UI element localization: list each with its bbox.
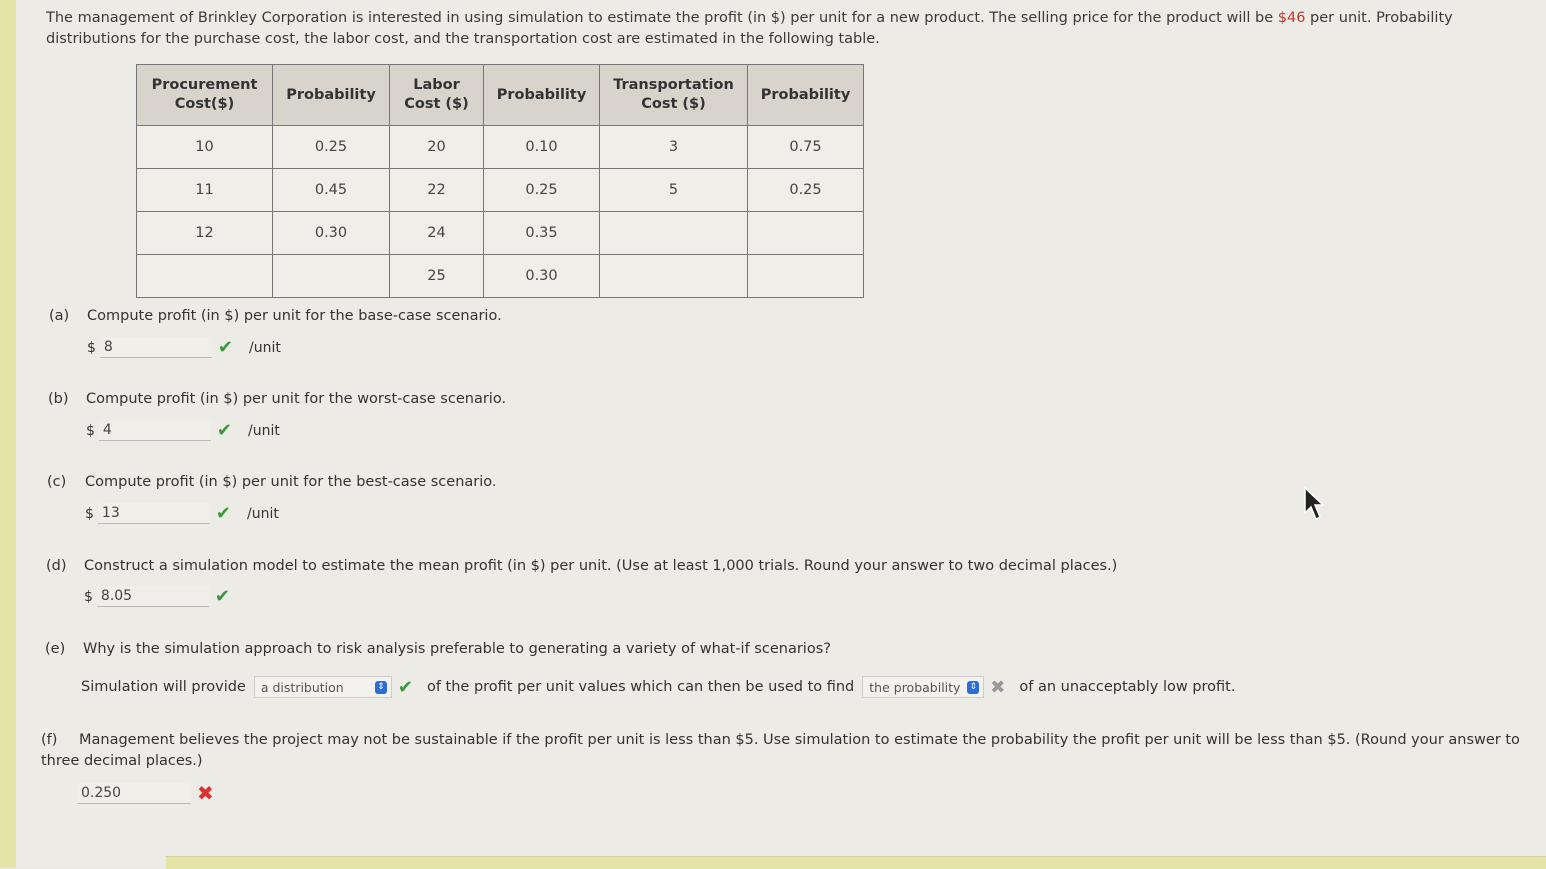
bottom-bar — [166, 856, 1546, 869]
table-cell: 0.25 — [748, 169, 864, 212]
table-cell: 12 — [137, 212, 273, 255]
answer-row-d — [84, 586, 230, 607]
select-value: the probability — [869, 679, 961, 695]
check-icon: ✔ — [214, 586, 231, 607]
question-d — [46, 558, 1117, 574]
answer-row-e — [81, 676, 1235, 698]
currency-symbol: $ — [85, 505, 94, 522]
answer-row-a — [87, 337, 281, 358]
question-e — [45, 641, 831, 657]
table-cell — [600, 255, 748, 298]
question-text: Compute profit (in $) per unit for the best-case scenario. — [85, 474, 497, 490]
probability-select[interactable] — [862, 676, 984, 698]
currency-symbol: $ — [87, 339, 96, 356]
table-cell: 25 — [390, 255, 484, 298]
answer-input-d[interactable]: 8.05 — [97, 586, 209, 607]
table-row — [137, 212, 864, 255]
answer-row-b — [86, 420, 280, 441]
question-text: Construct a simulation model to estimate the mean profit (in $) per unit. (Use at least 1,000 trials. Round your answer to two decimal places.) — [84, 558, 1118, 574]
question-label: (e) — [45, 641, 66, 657]
table-cell: 0.25 — [273, 126, 390, 169]
table-cell: 0.30 — [273, 212, 390, 255]
question-a — [49, 308, 502, 324]
question-f — [41, 730, 1536, 772]
header-probability-1: Probability — [273, 65, 390, 126]
answer-row-f — [77, 781, 214, 805]
distribution-select[interactable] — [254, 676, 392, 698]
check-icon: ✔ — [215, 503, 232, 524]
question-text: Management believes the project may not be sustainable if the profit per unit is less than $5. Use simulation to estimate the probability the profit per unit will be less than $5. (Round your answer to three decimal places.) — [41, 732, 1520, 769]
question-b — [48, 391, 506, 407]
table-cell: 22 — [390, 169, 484, 212]
table-cell — [273, 255, 390, 298]
table-cell: 11 — [137, 169, 273, 212]
answer-input-a[interactable]: 8 — [100, 337, 212, 358]
table-cell — [748, 255, 864, 298]
table-cell: 0.45 — [273, 169, 390, 212]
table-cell: 0.30 — [484, 255, 600, 298]
header-transportation-cost: Transportation Cost ($) — [600, 65, 748, 126]
currency-symbol: $ — [86, 422, 95, 439]
select-arrows-icon: ⇕ — [375, 681, 387, 694]
problem-intro: The management of Brinkley Corporation is interested in using simulation to estimate the profit (in $) per unit for a new product. The selling price for the product will be $46 per unit. Probability distributions for the purchase cost, the labor cost, and the transportation cost are estimated in the following table. — [46, 10, 1453, 47]
table-cell: 10 — [137, 126, 273, 169]
table-cell: 3 — [600, 126, 748, 169]
question-text: Compute profit (in $) per unit for the worst-case scenario. — [86, 391, 507, 407]
answer-input-f[interactable]: 0.250 — [77, 783, 191, 804]
question-c — [47, 474, 496, 490]
select-value: a distribution — [260, 679, 344, 695]
answer-input-c[interactable]: 13 — [98, 503, 210, 524]
header-labor-cost: Labor Cost ($) — [390, 65, 484, 126]
currency-symbol: $ — [84, 588, 93, 605]
answer-input-b[interactable]: 4 — [99, 420, 211, 441]
header-procurement-cost: Procurement Cost($) — [137, 65, 273, 126]
table-cell — [137, 255, 273, 298]
check-icon: ✔ — [217, 337, 234, 358]
question-label: (c) — [47, 474, 67, 490]
unit-label: /unit — [248, 422, 280, 439]
unit-label: /unit — [247, 505, 279, 522]
selling-price: $46 — [1277, 10, 1306, 26]
question-label: (a) — [49, 308, 70, 324]
table-cell: 0.35 — [484, 212, 600, 255]
sentence-middle: of the profit per unit values which can then be used to find — [426, 679, 855, 695]
question-label: (b) — [48, 391, 69, 407]
incorrect-grey-icon: ✖ — [990, 676, 1006, 698]
table-row — [137, 255, 864, 298]
select-arrows-icon: ⇕ — [967, 681, 979, 694]
table-cell: 0.10 — [484, 126, 600, 169]
question-label: (f) — [41, 732, 58, 748]
question-label: (d) — [46, 558, 67, 574]
incorrect-icon: ✖ — [197, 781, 214, 805]
table-row — [137, 126, 864, 169]
left-strip — [0, 0, 16, 868]
sentence-suffix: of an unacceptably low profit. — [1019, 679, 1236, 695]
check-icon: ✔ — [216, 420, 233, 441]
check-icon: ✔ — [397, 676, 413, 698]
probability-table — [136, 64, 864, 298]
answer-row-c — [85, 503, 279, 524]
header-probability-2: Probability — [484, 65, 600, 126]
table-cell: 5 — [600, 169, 748, 212]
unit-label: /unit — [249, 339, 281, 356]
table-cell: 20 — [390, 126, 484, 169]
table-cell: 24 — [390, 212, 484, 255]
question-text: Compute profit (in $) per unit for the base-case scenario. — [87, 308, 502, 324]
table-cell: 0.75 — [748, 126, 864, 169]
sentence-prefix: Simulation will provide — [81, 679, 246, 695]
question-text: Why is the simulation approach to risk analysis preferable to generating a variety of what-if scenarios? — [83, 641, 831, 657]
header-probability-3: Probability — [748, 65, 864, 126]
table-cell — [600, 212, 748, 255]
table-row — [137, 169, 864, 212]
table-cell: 0.25 — [484, 169, 600, 212]
mouse-cursor-icon — [1304, 487, 1326, 521]
table-cell — [748, 212, 864, 255]
